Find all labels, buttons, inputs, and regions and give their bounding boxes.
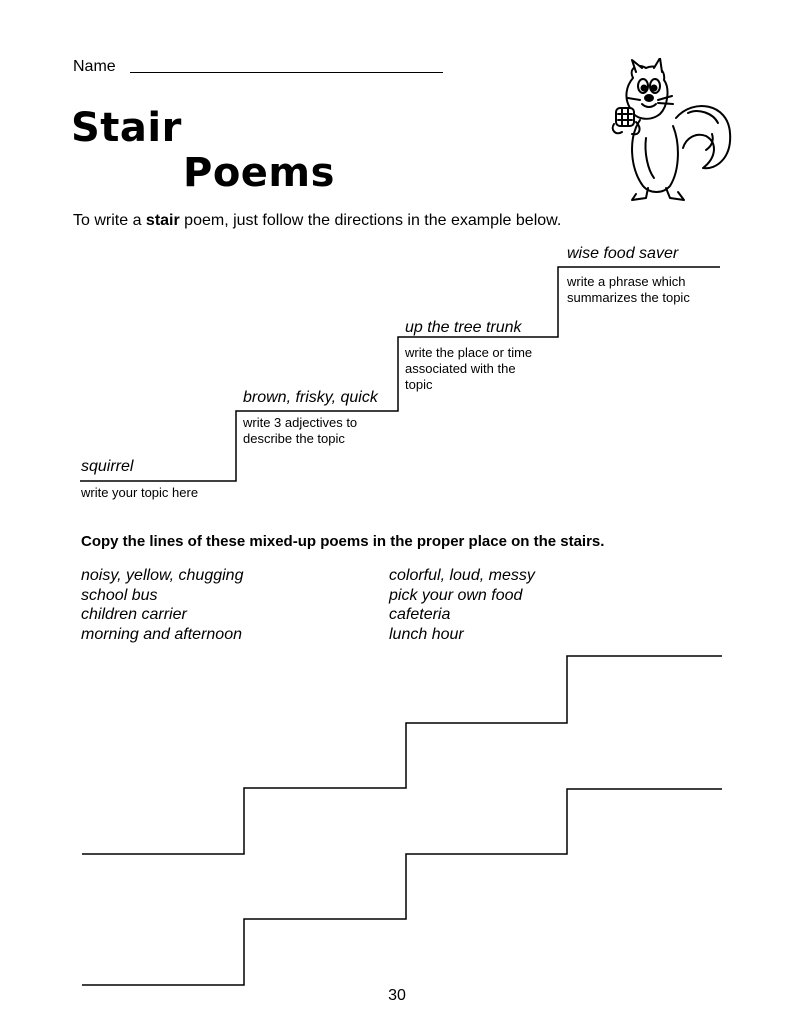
example-instruction-topic: write your topic here	[81, 485, 199, 500]
poem-line: lunch hour	[389, 625, 464, 643]
instruction-line: write 3 adjectives to	[243, 415, 358, 430]
page-number: 30	[388, 987, 406, 1004]
instruction-line: describe the topic	[243, 431, 345, 446]
practice-stair-line-1	[82, 656, 722, 854]
intro-instructions: To write a stair poem, just follow the directions in the example below.	[73, 212, 562, 229]
mixed-poem-right	[389, 566, 535, 644]
poem-line: school bus	[81, 586, 158, 604]
example-answer-summary: wise food saver	[567, 245, 679, 262]
name-label: Name	[73, 58, 116, 75]
poem-line: pick your own food	[389, 586, 523, 604]
example-answer-place: up the tree trunk	[405, 319, 522, 336]
example-instruction-summary	[567, 274, 690, 306]
example-instruction-place	[405, 345, 532, 393]
title-stair: Stair	[71, 105, 182, 151]
title-poems: Poems	[183, 150, 335, 196]
practice-stair-line-2	[82, 789, 722, 985]
instruction-line: summarizes the topic	[567, 290, 690, 305]
poem-line: cafeteria	[389, 606, 451, 623]
poem-line: morning and afternoon	[81, 625, 242, 643]
example-answer-topic: squirrel	[81, 458, 134, 475]
instruction-line: write the place or time	[405, 345, 533, 360]
instruction-line: write a phrase which	[567, 274, 686, 289]
instruction-line: associated with the	[405, 361, 516, 376]
example-instruction-adjectives	[243, 415, 357, 447]
copy-instruction: Copy the lines of these mixed-up poems in the proper place on the stairs.	[81, 533, 605, 550]
instruction-line: topic	[405, 377, 433, 392]
poem-line: colorful, loud, messy	[389, 567, 535, 584]
mixed-poem-left	[81, 566, 243, 644]
poem-line: noisy, yellow, chugging	[81, 567, 244, 584]
example-answer-adjectives: brown, frisky, quick	[243, 389, 378, 406]
poem-line: children carrier	[81, 606, 187, 623]
